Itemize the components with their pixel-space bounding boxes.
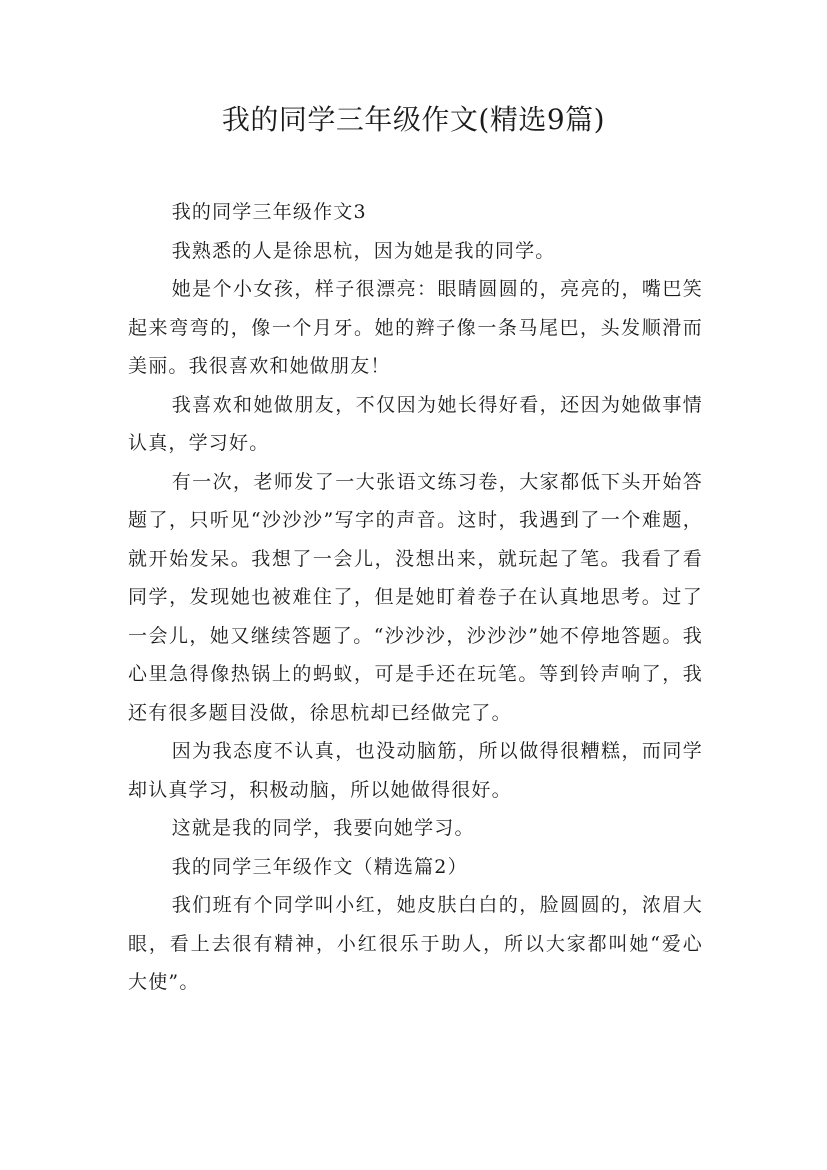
section-heading: 我的同学三年级作文3 — [171, 201, 367, 223]
paragraph: 有一次，老师发了一大张语文练习卷，大家都低下头开始答题了，只听见“沙沙沙”写字的声音。这时，我遇到了一个难题，就开始发呆。我想了一会儿，没想出来，就玩起了笔。我看了看同学，发现她也被难住了，但是她盯着卷子在认真地思考。过了一会儿，她又继续答题了。“沙沙沙，沙沙沙”她不停地答题。我心里急得像热锅上的蚂蚁，可是手还在玩笔。等到铃声响了，我还有很多题目没做，徐思杭却已经做完了。 — [128, 470, 703, 724]
paragraph: 我熟悉的人是徐思杭，因为她是我的同学。 — [171, 239, 556, 262]
document-body — [128, 193, 703, 1002]
paragraph: 这就是我的同学，我要向她学习。 — [171, 817, 475, 839]
paragraph: 因为我态度不认真，也没动脑筋，所以做得很糟糕，而同学却认真学习，积极动脑，所以她做得很好。 — [128, 740, 703, 801]
document-title: 我的同学三年级作文(精选9篇) — [221, 103, 606, 136]
paragraph: 她是个小女孩，样子很漂亮：眼睛圆圆的，亮亮的，嘴巴笑起来弯弯的，像一个月牙。她的辫子像一条马尾巴，头发顺滑而美丽。我很喜欢和她做朋友！ — [128, 278, 703, 377]
paragraph: 我喜欢和她做朋友，不仅因为她长得好看，还因为她做事情认真，学习好。 — [128, 393, 703, 454]
paragraph: 我们班有个同学叫小红，她皮肤白白的，脸圆圆的，浓眉大眼，看上去很有精神，小红很乐于助人，所以大家都叫她“爱心大使”。 — [128, 894, 703, 993]
section-heading: 我的同学三年级作文（精选篇2） — [171, 855, 468, 878]
